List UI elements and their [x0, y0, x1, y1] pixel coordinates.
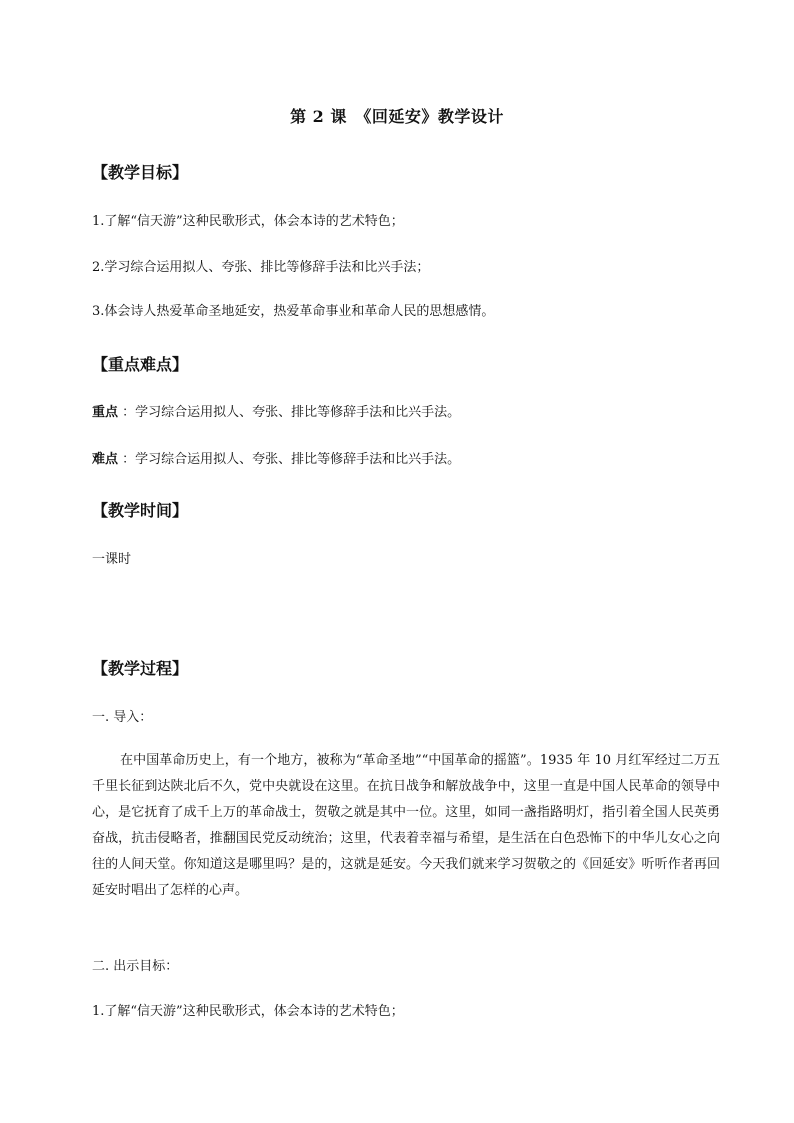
difficulty-line	[92, 450, 460, 470]
process-step-1-label: 一. 导入：	[92, 710, 153, 725]
process-step-2-label: 二. 出示目标：	[92, 959, 179, 974]
focus-label: 重点	[92, 405, 119, 420]
focus-text: ：学习综合运用拟人、夸张、排比等修辞手法和比兴手法。	[122, 405, 461, 420]
section-heading-process: 【教学过程】	[92, 659, 189, 678]
objective-item-2: 2.学习综合运用拟人、夸张、排比等修辞手法和比兴手法；	[92, 260, 430, 275]
teaching-time-value: 一课时	[92, 552, 132, 567]
objective-item-3: 3.体会诗人热爱革命圣地延安，热爱革命事业和革命人民的思想感情。	[92, 304, 495, 319]
focus-line	[92, 403, 460, 423]
difficulty-text: ：学习综合运用拟人、夸张、排比等修辞手法和比兴手法。	[122, 452, 461, 467]
objective-item-1: 1.了解“信天游”这种民歌形式，体会本诗的艺术特色；	[92, 214, 404, 229]
section-heading-key-points: 【重点难点】	[92, 355, 189, 374]
difficulty-label: 难点	[92, 452, 119, 467]
process-step-2-item-1: 1.了解“信天游”这种民歌形式，体会本诗的艺术特色；	[92, 1004, 404, 1019]
section-heading-objectives: 【教学目标】	[92, 163, 189, 182]
intro-paragraph: 在中国革命历史上，有一个地方，被称为“革命圣地”“中国革命的摇篮”。1935 年 10 月红军经过二万五千里长征到达陕北后不久，党中央就设在这里。在抗日战争和解放战争中，这里一直是中国人民革命的领导中心，是它抚育了成千上万的革命战士，贺敬之就是其中一位。这里，如同一盏指路明灯，指引着全国人民英勇奋战，抗击侵略者，推翻国民党反动统治；这里，代表着幸福与希望，是生活在白色恐怖下的中华儿女心之向往的人间天堂。你知道这是哪里吗？是的，这就是延安。今天我们就来学习贺敬之的《回延安》听听作者再回延安时唱出了怎样的心声。	[92, 753, 720, 898]
section-heading-time: 【教学时间】	[92, 501, 189, 520]
page-title: 第 2 课 《回延安》教学设计	[290, 107, 504, 126]
